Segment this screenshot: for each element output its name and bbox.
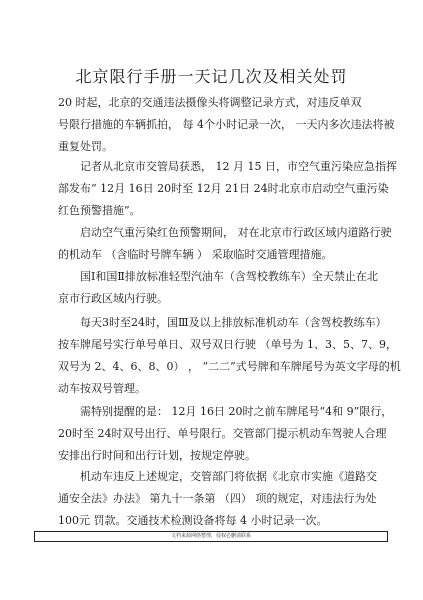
text-line: 的机动车 （含临时号牌车辆 ） 采取临时交通管理措施。	[58, 248, 333, 261]
text-line: 重复处罚。	[58, 140, 113, 153]
text-line: 国Ⅰ和国Ⅱ排放标准轻型汽油车（含驾校教练车）全天禁止在北	[80, 270, 378, 283]
text-line: 机动车违反上述规定，交管部门将依据《北京市实施《道路交	[80, 470, 377, 483]
text-line: 100元 罚款。交通技术检测设备将每 4 小时记录一次。	[58, 514, 328, 527]
text-line: 需特别提醒的是： 12月 16日 20时之前车牌尾号“4和 9”限行，	[80, 405, 393, 418]
text-line: 动车按双号管理。	[58, 382, 146, 395]
paragraph-5	[58, 312, 401, 400]
text-line: 安排出行时间和出行计划，按规定停驶。	[58, 449, 256, 462]
text-line: 20时至 24时双号出行、单号限行。交管部门提示机动车驾驶人合理	[58, 427, 387, 440]
text-line: 20 时起，北京的交通违法摄像头将调整记录方式，对违反单双	[58, 96, 362, 109]
text-line: 启动空气重污染红色预警期间， 对在北京市行政区域内道路行驶	[80, 226, 392, 239]
paragraph-2	[58, 156, 397, 222]
text-line: 记者从北京市交管局获悉， 12 月 15 日，市空气重污染应急指挥	[80, 160, 397, 173]
text-line: 红色预警措施”。	[58, 204, 141, 217]
paragraph-3	[58, 222, 392, 266]
paragraph-7	[58, 466, 382, 532]
paragraph-6	[58, 401, 393, 467]
paragraph-4	[58, 266, 382, 310]
paragraph-1	[58, 92, 395, 158]
text-line: 号限行措施的车辆抓拍， 每 4个小时记录一次， 一天内多次违法将被	[58, 118, 395, 131]
document-title: 北京限行手册一天记几次及相关处罚	[75, 67, 348, 86]
text-line: 每天3时至24时，国Ⅲ及以上排放标准机动车（含驾校教练车）	[80, 316, 387, 329]
text-line: 双号为 2、4、6、8、0） ， “二二”式号牌和车牌尾号为英文字母的机	[58, 360, 401, 373]
text-line: 通安全法》办法》 第九十一条第 （四） 项的规定，对违法行为处	[58, 492, 377, 505]
text-line: 按车牌尾号实行单号单日、双号双日行驶 （单号为 1、3、5、7、9，	[58, 338, 397, 351]
text-line: 部发布“ 12月 16日 20时至 12月 21日 24时北京市启动空气重污染	[58, 182, 389, 195]
footer-note: 文档来源网络整理，侵权必删请联系	[34, 531, 388, 542]
text-line: 京市行政区域内行驶。	[58, 292, 168, 305]
